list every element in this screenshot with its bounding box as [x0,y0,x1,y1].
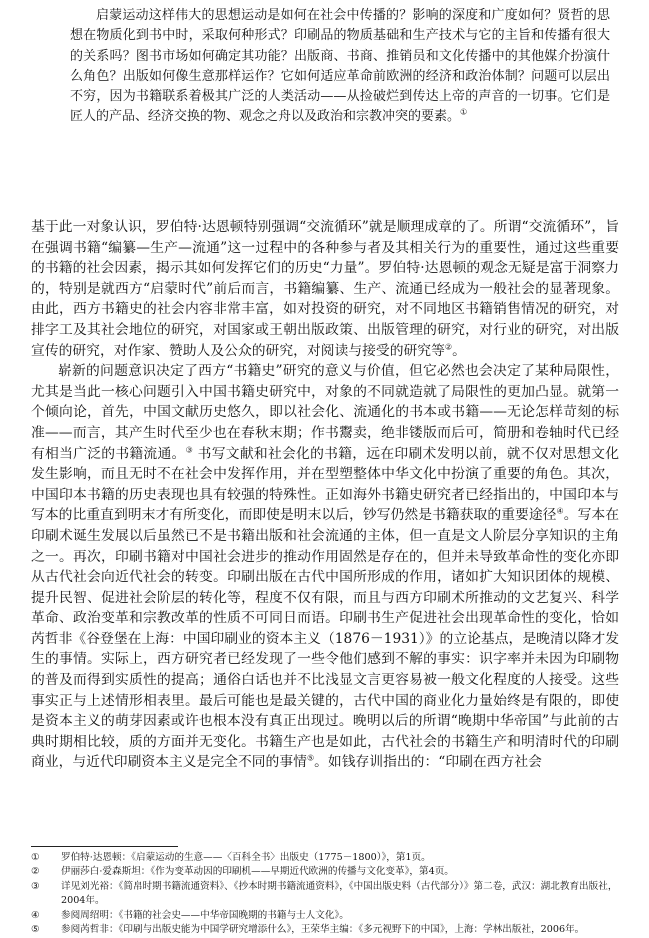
footnote-divider [31,846,178,847]
paragraph-text: 。写本在印刷术诞生发展以后虽然已不是书籍出版和社会流通的主体，但一直是文人阶层分享知识的主角之一。再次，印刷书籍对中国社会进步的推动作用固然是存在的，但并未导致革命性的变化亦即从古代社会向近代社会的转变。印刷出版在古代中国所形成的作用，诸如扩大知识团体的规模、提升民智、促进社会阶层的转化等，程度不仅有限，而且与西方印刷术所推动的文艺复兴、科学革命、政治变革和宗教改革的性质不可同日而语。印刷书生产促进社会出现革命性的变化，恰如芮哲非《谷登堡在上海：中国印刷业的资本主义（1876－1931）》的立论基点，是晚清以降才发生的事情。实际上，西方研究者已经发现了一些令他们感到不解的事实：识字率并未因为印刷物的普及而得到实质性的提高；通俗白话也并不比浅显文言更容易被一般文化程度的人接受。这些事实正与上述情形相表里。最后可能也是最关键的，古代中国的商业化力量始终是有限的，即使是资本主义的萌芽因素或许也根本没有真正出现过。晚明以后的所谓“晚期中华帝国”与此前的古典时期相比较，质的方面并无变化。书籍生产也是如此，古代社会的书籍生产和明清时代的印刷商业，与近代印刷资本主义是完全不同的事情 [31,507,620,771]
footnote [31,851,631,865]
footnote-text: 参阅芮哲非：《印刷与出版史能为中国学研究增添什么》，王荣华主编：《多元视野下的中国》，上海：学林出版社，2006年。 [61,924,585,936]
paragraph-text: 。 [452,342,466,359]
paragraph [31,217,619,361]
paragraph-text: 。如钱存训指出的：“印刷在西方社会 [314,754,542,771]
paragraph-text: 基于此一对象认识，罗伯特·达恩顿特别强调“交流循环”就是顺理成章的了。所谓“交流循环”，旨在强调书籍“编纂—生产—流通”这一过程中的各种参与者及其相关行为的重要性，通过这些重要的书籍的社会因素，揭示其如何发挥它们的历史“力量”。罗伯特·达恩顿的观念无疑是富于洞察力的，特别是就西方“启蒙时代”前后而言，书籍编纂、生产、流通已经成为一般社会的显著现象。由此，西方书籍史的社会内容非常丰富，如对投资的研究，对不同地区书籍销售情况的研究，对排字工及其社会地位的研究，对国家或王朝出版政策、出版管理的研究，对行业的研究，对出版宣传的研究，对作家、赞助人及公众的研究，对阅读与接受的研究等 [31,219,619,359]
footnote-ref[interactable]: ② [444,341,453,351]
footnote-number: ④ [31,909,40,921]
footnote-ref[interactable]: ① [460,108,468,118]
paragraph-text: 崭新的问题意识决定了西方“书籍史”研究的意义与价值，但它必然也会决定了某种局限性，尤其是当此一核心问题引入中国书籍史研究中，对象的不同就造就了局限性的更加凸显。就第一个倾向论，首先，中国文献历史悠久，即以社会化、流通化的书本或书籍——无论怎样苛刻的标准——而言，其产生时代至少也在春秋末期；作书鬻卖，绝非镂版而后可，简册和卷轴时代已经有相当广泛的书籍流通。 [31,363,619,462]
footnote-text: 伊丽莎白·爱森斯坦：《作为变革动因的印刷机——早期近代欧洲的传播与文化变革》，第4页。 [61,866,454,878]
footnotes [31,851,631,937]
paragraph [31,361,619,773]
footnote [31,880,631,909]
footnote [31,909,631,923]
footnote-ref[interactable]: ⑤ [306,753,315,763]
footnote-text: 罗伯特·达恩顿：《启蒙运动的生意——〈百科全书〉出版史（1775－1800）》，第1页。 [61,852,431,863]
footnote-ref[interactable]: ④ [556,506,564,516]
footnote-number: ① [31,852,40,863]
body-text [31,217,619,773]
footnote-number: ③ [31,880,40,892]
footnote [31,923,631,937]
footnote-text: 详见刘光裕：《简帛时期书籍流通资料》、《抄本时期书籍流通资料》，《中国出版史料（古代部分）》第二卷，武汉：湖北教育出版社，2004年。 [61,880,618,907]
footnote [31,865,631,879]
quote-text: 启蒙运动这样伟大的思想运动是如何在社会中传播的？影响的深度和广度如何？贤哲的思想在物质化到书中时，采取何种形式？印刷品的物质基础和生产技术与它的主旨和传播有很大的关系吗？图书市场如何确定其功能？出版商、书商、推销员和文化传播中的其他媒介扮演什么角色？出版如何像生意那样运作？它如何适应革命前欧洲的经济和政治体制？问题可以层出不穷，因为书籍联系着极其广泛的人类活动——从捡破烂到传达上帝的声音的一切事。它们是匠人的产品、经济交换的物、观念之舟以及政治和宗教冲突的要素。 [70,8,610,125]
footnote-ref[interactable]: ③ [185,444,194,454]
footnote-text: 参阅周绍明：《书籍的社会史——中华帝国晚期的书籍与士人文化》。 [61,909,349,921]
paragraph-text: 书写文献和社会化的书籍，远在印刷术发明以前，就不仅对思想文化发生影响，而且无时不在社会中发挥作用，并在型塑整体中华文化中扮演了重要的角色。其次，中国印本书籍的历史表现也具有较强的特殊性。正如海外书籍史研究者已经指出的，中国印本与写本的比重直到明末才有所变化，而即使是明末以后，钞写仍然是书籍获取的重要途径 [31,445,620,524]
footnote-number: ② [31,866,40,878]
block-quote [70,6,610,128]
footnote-number: ⑤ [31,924,40,936]
